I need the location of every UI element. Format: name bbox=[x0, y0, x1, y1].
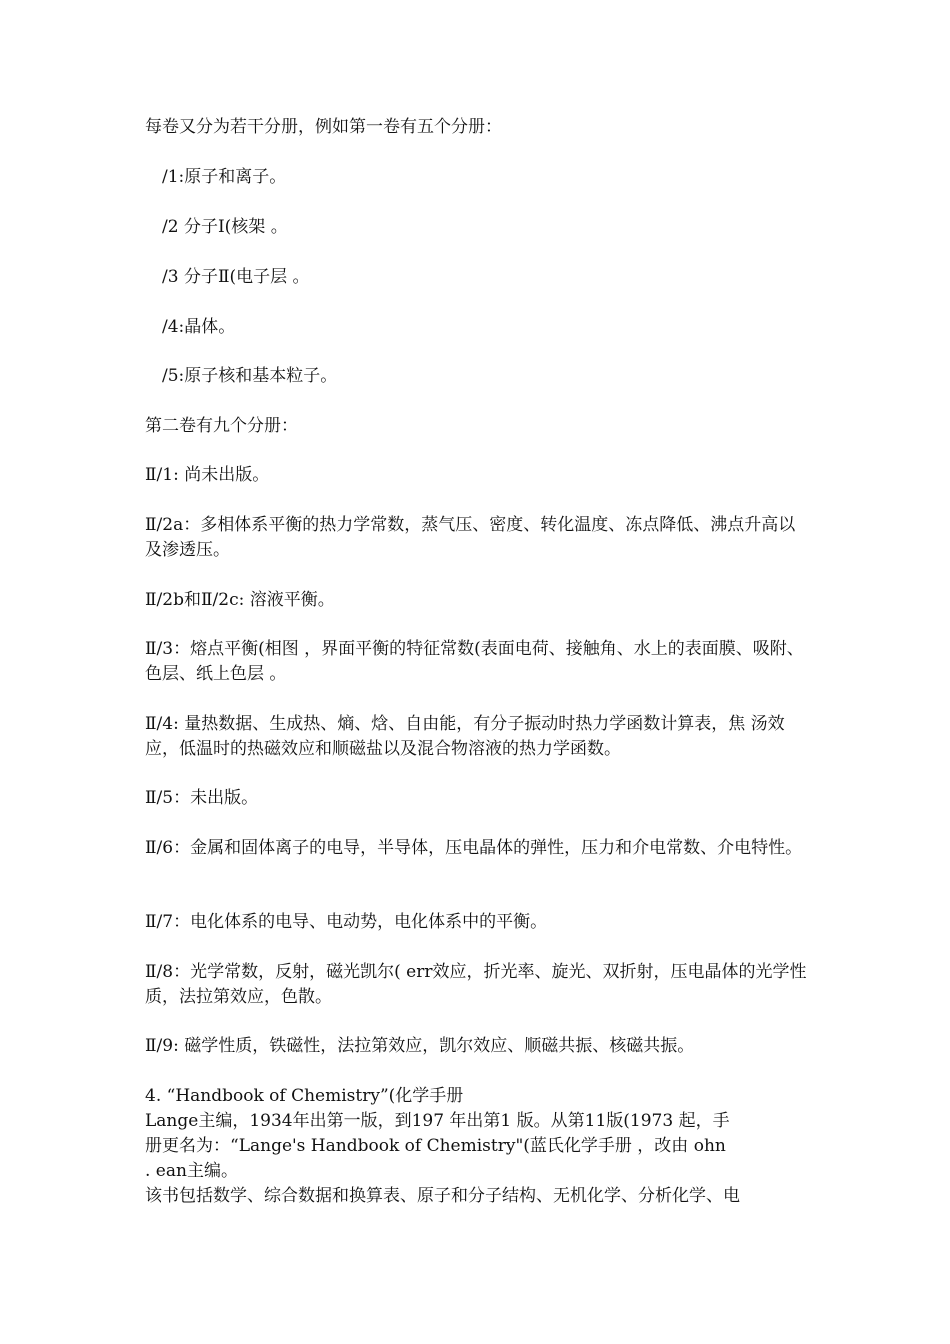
list-item-vol2-part4: Ⅱ/4: 量热数据、生成热、熵、焓、自由能，有分子振动时热力学函数计算表，焦 汤效应，低温时的热磁效应和顺磁盐以及混合物溶液的热力学函数。 bbox=[145, 714, 785, 759]
list-item-vol2-part3: Ⅱ/3：熔点平衡(相图 ，界面平衡的特征常数(表面电荷、接触角、水上的表面膜、吸附、色层、纸上色层 。 bbox=[145, 639, 804, 684]
list-item-vol1-part1: /1:原子和离子。 bbox=[162, 167, 287, 187]
paragraph-volume-intro: 每卷又分为若干分册，例如第一卷有五个分册： bbox=[145, 117, 502, 137]
list-item-vol2-part2bc: Ⅱ/2b和Ⅱ/2c: 溶液平衡。 bbox=[145, 590, 335, 610]
list-item-vol2-part5: Ⅱ/5：未出版。 bbox=[145, 788, 259, 808]
section4-line-5: 该书包括数学、综合数据和换算表、原子和分子结构、无机化学、分析化学、电 bbox=[145, 1186, 740, 1206]
list-item-vol2-part8: Ⅱ/8：光学常数，反射，磁光凯尔( err效应，折光率、旋光、双折射，压电晶体的光学性质，法拉第效应，色散。 bbox=[145, 962, 807, 1007]
list-item-vol1-part2: /2 分子Ⅰ(核架 。 bbox=[162, 217, 288, 237]
section4-heading: 4. “Handbook of Chemistry”(化学手册 bbox=[145, 1086, 464, 1106]
list-item-vol1-part5: /5:原子核和基本粒子。 bbox=[162, 366, 338, 386]
list-item-vol2-part2a: Ⅱ/2a：多相体系平衡的热力学常数，蒸气压、密度、转化温度、冻点降低、沸点升高以及渗透压。 bbox=[145, 515, 796, 560]
paragraph-volume2-intro: 第二卷有九个分册： bbox=[145, 416, 298, 436]
section4-line-4: . ean主编。 bbox=[145, 1161, 238, 1181]
list-item-vol1-part3: /3 分子Ⅱ(电子层 。 bbox=[162, 267, 310, 287]
list-item-vol2-part7: Ⅱ/7：电化体系的电导、电动势，电化体系中的平衡。 bbox=[145, 912, 548, 932]
list-item-vol2-part6: Ⅱ/6：金属和固体离子的电导，半导体，压电晶体的弹性，压力和介电常数、介电特性。 bbox=[145, 838, 803, 858]
list-item-vol1-part4: /4:晶体。 bbox=[162, 317, 236, 337]
list-item-vol2-part9: Ⅱ/9: 磁学性质，铁磁性，法拉第效应，凯尔效应、顺磁共振、核磁共振。 bbox=[145, 1036, 695, 1056]
section4-line-2: Lange主编，1934年出第一版，到197 年出第1 版。从第11版(1973 起，手 bbox=[145, 1111, 730, 1131]
section4-line-3: 册更名为：“Lange's Handbook of Chemistry"(蓝氏化学手册 ，改由 ohn bbox=[145, 1136, 726, 1156]
list-item-vol2-part1: Ⅱ/1: 尚未出版。 bbox=[145, 465, 270, 485]
